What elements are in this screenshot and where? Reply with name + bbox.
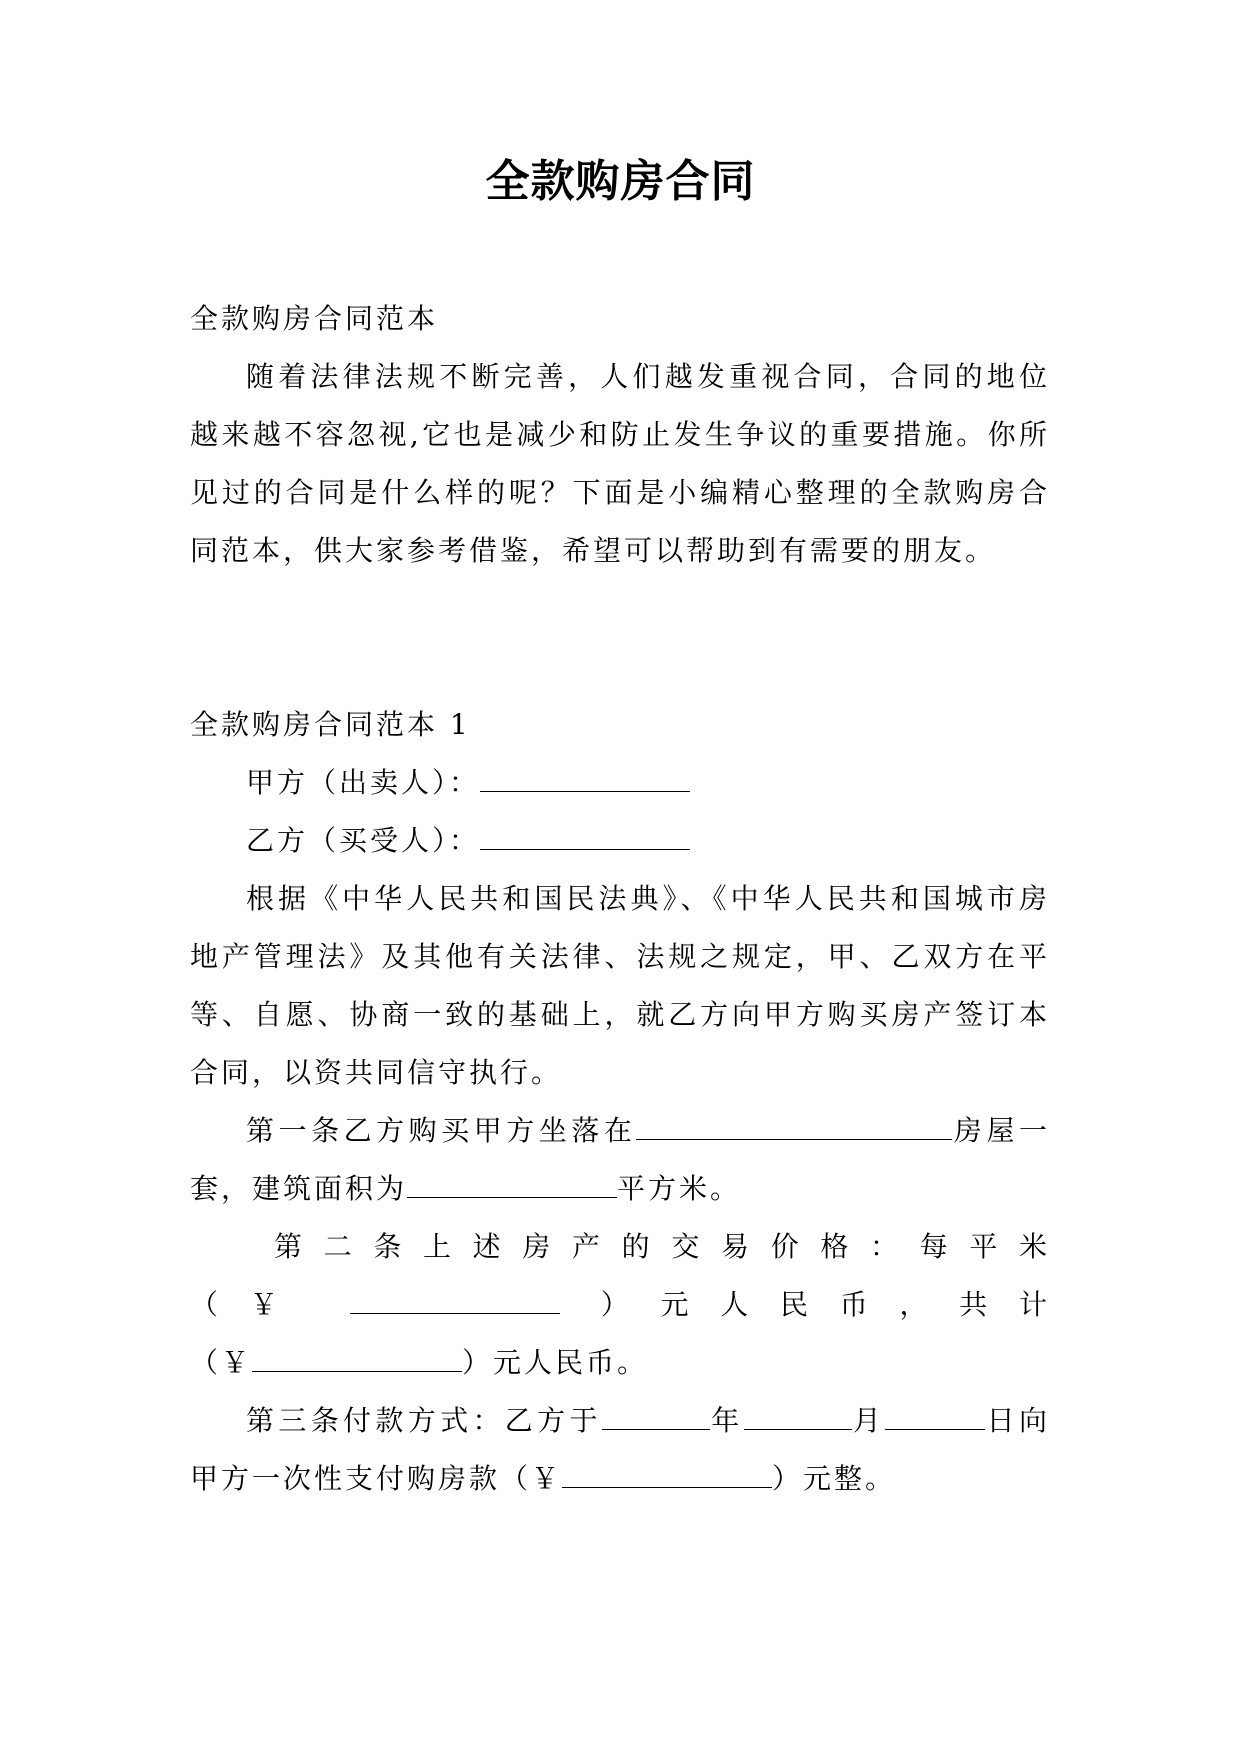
property-location-blank [636,1113,952,1140]
article-1 [190,1102,1050,1218]
party-b-label: 乙方（买受人）： [246,824,481,857]
article-3-text-a: 第三条付款方式：乙方于 [246,1404,602,1437]
article-2-line-2 [190,1276,1050,1334]
article-2-middle: ）元人民币，共计 [600,1288,1050,1321]
basis-paragraph: 根据《中华人民共和国民法典》、《中华人民共和国城市房地产管理法》及其他有关法律、法规之规定，甲、乙双方在平等、自愿、协商一致的基础上，就乙方向甲方购买房产签订本合同，以资共同信守执行。 [190,882,1050,1089]
unit-price-blank [350,1287,560,1314]
article-3-text-b: 日向甲方一次性支付购房款（￥ [190,1404,1050,1495]
payment-amount-blank [562,1461,772,1488]
article-3 [190,1392,1050,1508]
day-blank [885,1403,985,1430]
article-2-line-3-open: （￥ [190,1346,253,1379]
total-price-blank [252,1345,462,1372]
article-1-text-a: 第一条乙方购买甲方坐落在 [246,1114,637,1147]
article-2-line-1: 第二条上述房产的交易价格：每平米 [274,1230,1050,1263]
section-spacer [190,580,1050,696]
area-blank [407,1171,617,1198]
party-a-blank [480,765,690,792]
document-body [190,290,1050,1508]
article-2-line-3-close: ）元人民币。 [462,1346,649,1379]
article-3-end: ）元整。 [772,1462,897,1495]
page-title: 全款购房合同 [485,156,756,207]
month-blank [744,1403,852,1430]
article-3-month: 月 [851,1404,886,1437]
intro-heading: 全款购房合同范本 [190,302,439,335]
sample-heading: 全款购房合同范本 1 [190,708,471,741]
article-1-text-c: 平方米。 [617,1172,742,1205]
party-b-blank [480,823,690,850]
article-1-text-b: 房屋一套，建筑面积为 [190,1114,1050,1205]
party-b-line [190,812,1050,870]
intro-paragraph: 随着法律法规不断完善，人们越发重视合同，合同的地位越来越不容忽视,它也是减少和防止发生争议的重要措施。你所见过的合同是什么样的呢？下面是小编精心整理的全款购房合同范本，供大家参考借鉴，希望可以帮助到有需要的朋友。 [190,360,1050,567]
party-a-label: 甲方（出卖人）： [246,766,481,799]
article-2-open: （￥ [190,1288,310,1321]
article-3-year: 年 [709,1404,744,1437]
party-a-line [190,754,1050,812]
year-blank [602,1403,710,1430]
article-2-line-3 [190,1334,1050,1392]
